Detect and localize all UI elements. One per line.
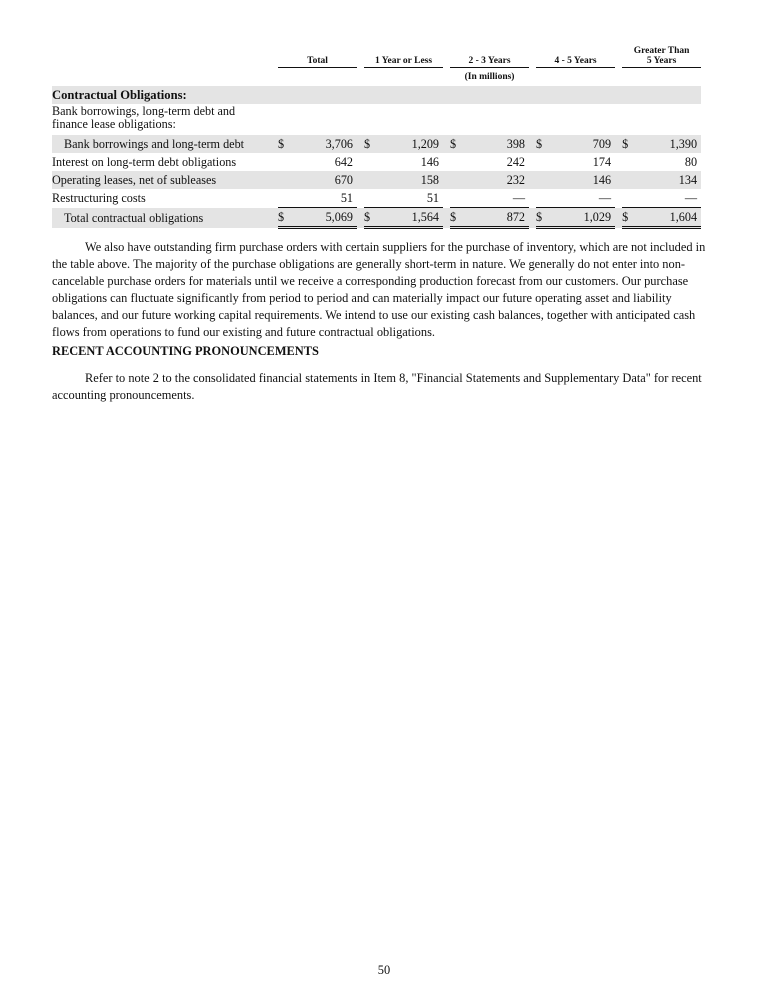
table-row <box>52 171 715 189</box>
table-row-total <box>52 208 715 228</box>
currency-symbol: $ <box>622 208 634 228</box>
header-total: Total <box>278 44 357 68</box>
header-1-year-or-less: 1 Year or Less <box>364 44 443 68</box>
section-title: Contractual Obligations: <box>52 86 701 104</box>
cell-value: 872 <box>462 208 525 228</box>
section-heading: RECENT ACCOUNTING PRONOUNCEMENTS <box>52 344 319 358</box>
header-4-5-years: 4 - 5 Years <box>536 44 615 68</box>
cell-value: 1,604 <box>634 208 697 228</box>
table-header-row <box>52 44 715 68</box>
cell-value: — <box>634 189 697 208</box>
currency-symbol: $ <box>364 208 376 228</box>
currency-symbol: $ <box>278 135 290 153</box>
header-greater-line1: Greater Than <box>633 46 690 56</box>
cell-value: 134 <box>634 171 697 189</box>
cell-value: 174 <box>592 155 612 169</box>
group-label-row <box>52 104 715 135</box>
row-label: Total contractual obligations <box>52 208 271 228</box>
currency-symbol: $ <box>536 208 548 228</box>
cell-value: 709 <box>548 135 611 153</box>
table-row <box>52 189 715 208</box>
cell-value: 642 <box>334 155 353 169</box>
table-unit-row <box>52 68 715 87</box>
page-number: 50 <box>377 963 391 977</box>
cell-value: 670 <box>290 171 353 189</box>
header-2-3-years: 2 - 3 Years <box>450 44 529 68</box>
cell-value: 1,564 <box>376 208 439 228</box>
cell-value: 51 <box>290 189 353 208</box>
cell-value: 1,209 <box>376 135 439 153</box>
purchase-obligations-paragraph: We also have outstanding firm purchase orders with certain suppliers for the purchase of inventory, which are not included in the table above. The majority of the purchase obligations are generally short-term in nature. We generally do not enter into non-cancelable purchase orders for materials until we receive a corresponding production forecast from our customers. Our purchase obligations can fluctuate significantly from period to period and can materially impact our future operating asset and liability balances, and our future working capital requirements. We intend to use our existing cash balances, together with anticipated cash flows from operations to fund our existing and future contractual obligations. <box>52 240 706 339</box>
header-greater-line2: 5 Years <box>646 56 677 66</box>
table-row <box>52 135 715 153</box>
cell-value: 398 <box>462 135 525 153</box>
cell-value: 242 <box>506 155 526 169</box>
currency-symbol: $ <box>622 135 634 153</box>
currency-symbol: $ <box>536 135 548 153</box>
row-label: Bank borrowings and long-term debt <box>52 135 271 153</box>
unit-note: (In millions) <box>464 72 515 82</box>
cell-value: 80 <box>684 155 698 169</box>
cell-value: 1,390 <box>634 135 697 153</box>
cell-value: — <box>548 189 611 208</box>
currency-symbol: $ <box>450 135 462 153</box>
header-greater-than-5-years <box>622 44 701 68</box>
currency-symbol: $ <box>364 135 376 153</box>
cell-value: 1,029 <box>548 208 611 228</box>
cell-value: — <box>462 189 525 208</box>
contractual-obligations-table <box>52 44 715 229</box>
cell-value: 51 <box>376 189 439 208</box>
group-label: Bank borrowings, long-term debt and finance lease obligations: <box>52 104 236 131</box>
cell-value: 146 <box>420 155 440 169</box>
cell-value: 158 <box>376 171 439 189</box>
cell-value: 146 <box>548 171 611 189</box>
row-label: Interest on long-term debt obligations <box>52 155 237 169</box>
cell-value: 232 <box>462 171 525 189</box>
currency-symbol: $ <box>450 208 462 228</box>
accounting-pronouncements-paragraph: Refer to note 2 to the consolidated financial statements in Item 8, "Financial Statements and Supplementary Data" for recent accounting pronouncements. <box>52 371 702 402</box>
row-label: Restructuring costs <box>52 191 146 206</box>
cell-value: 3,706 <box>290 135 353 153</box>
currency-symbol: $ <box>278 208 290 228</box>
cell-value: 5,069 <box>290 208 353 228</box>
section-row <box>52 86 715 104</box>
row-label: Operating leases, net of subleases <box>52 171 271 189</box>
table-row <box>52 153 715 171</box>
